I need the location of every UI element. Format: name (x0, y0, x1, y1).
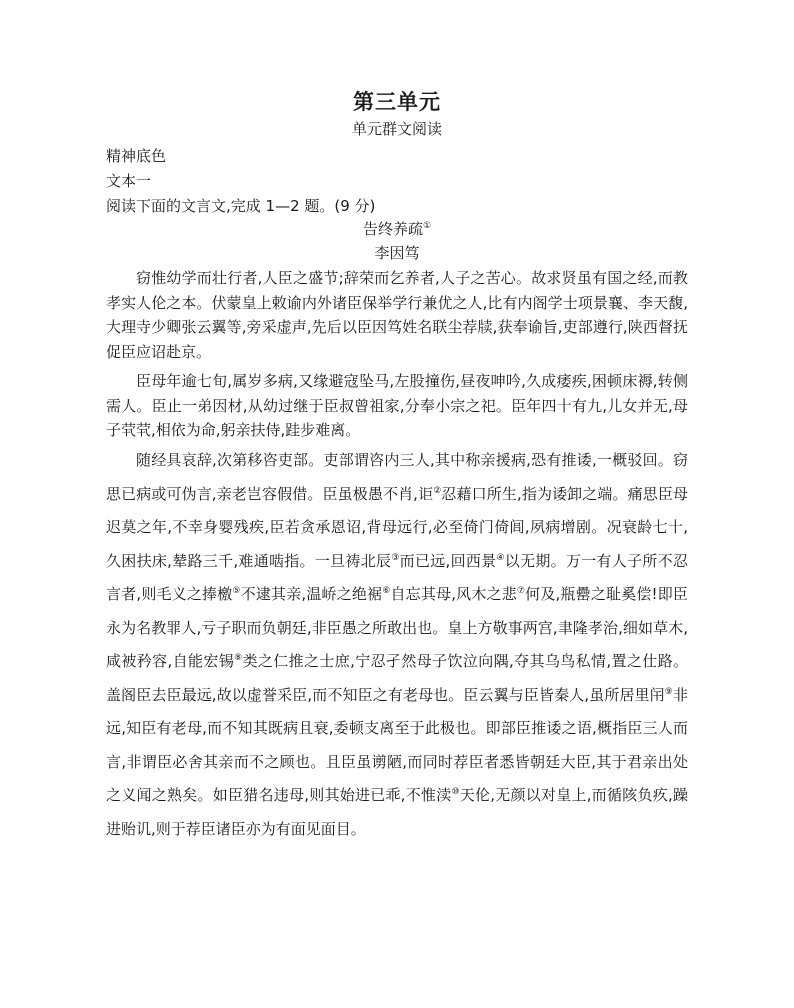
paragraph-3-text: 非远,知臣有老母,而不知其既病且衰,委顿支离至于此极也。即部臣推诿之语,概指臣三人而言,非谓臣必舍其亲而不之顾也。且臣虽谫陋,而同时荐臣者悉皆朝廷大臣,其于君亲出处之义闻之熟矣。如臣猎名违母,则其始进已乖,不惟渎 (106, 685, 688, 804)
footnote-marker: ④ (496, 552, 505, 563)
unit-title: 第三单元 (353, 90, 441, 114)
paragraph-3-text: 天伦,无颜以对皇上,而循陔负疚,躁进贻讥,则于荐臣诸臣亦为有面见面目。 (106, 786, 688, 838)
footnote-marker: ⑧ (234, 653, 243, 663)
footnote-marker: ⑨ (664, 686, 673, 697)
paragraph-3-text: 何及,瓶罍之耻奚偿!即臣永为名教罪人,亏子职而负朝廷,非臣愚之所敢出也。皇上方敬事两宫,聿隆孝治,细如草木,咸被矜容,自能宏锡 (106, 585, 688, 670)
section-label: 精神底色 (106, 147, 167, 165)
essay-title (0, 218, 794, 239)
paragraph-1: 窃惟幼学而壮行者,人臣之盛节;辞荣而乞养者,人子之苦心。故求贤虽有国之经,而教孝实人伦之本。伏蒙皇上敕谕内外诸臣保举学行兼优之人,比有内阁学士项景襄、李天馥,大理寺少卿张云翼等,旁采虚声,先后以臣因笃姓名联尘荐牍,获奉谕旨,吏部遵行,陕西督抚促臣应诏赴京。 (106, 269, 688, 361)
paragraph-3 (106, 444, 688, 846)
footnote-marker: ① (422, 221, 432, 231)
essay-title-text: 告终养疏 (362, 220, 423, 238)
footnote-marker: ③ (391, 552, 400, 563)
footnote-marker: ⑥ (382, 586, 391, 596)
paragraph-3-text: 而已远,回西景 (399, 551, 497, 570)
paragraph-3-text: 不逮其亲,温峤之绝裾 (240, 585, 383, 603)
paragraph-3-text: 类之仁推之士庶,宁忍孑然母子饮泣向隅,夺其乌鸟私情,置之仕路。盖阁臣去臣最远,故以虚誉采臣,而不知臣之有老母也。臣云翼与臣皆秦人,虽所居里闬 (106, 652, 688, 704)
paragraph-3-text: 自忘其母,风木之悲 (390, 585, 517, 603)
paragraph-3-text: 忍藉口所生,指为诿卸之端。痛思臣母迟莫之年,不幸身婴残疾,臣若贪承恩诏,背母远行,必至倚门倚闾,夙病增剧。况衰龄七十,久困扶床,辇路三千,难通啮指。一旦祷北辰 (106, 484, 688, 570)
paragraph-3-text: 随经具哀辞,次第移咨吏部。吏部谓咨内三人,其中称亲援病,恐有推诿,一概驳回。窃思已病或可伪言,亲老岂容假借。臣虽极愚不肖,讵 (106, 451, 688, 503)
essay-author: 李因笃 (374, 244, 420, 262)
footnote-marker: ⑩ (451, 787, 460, 797)
paragraph-3-text: 以无期。万一有人子所不忍言者,则毛义之捧檄 (106, 551, 688, 603)
footnote-marker: ⑦ (516, 586, 526, 596)
text-label: 文本一 (106, 172, 152, 190)
footnote-marker: ② (433, 485, 442, 496)
footnote-marker: ⑤ (232, 586, 241, 596)
unit-subtitle: 单元群文阅读 (351, 120, 442, 138)
instruction-text: 阅读下面的文言文,完成 1—2 题。(9 分) (106, 197, 376, 215)
paragraph-2: 臣母年逾七旬,属岁多病,又缘避寇坠马,左股撞伤,昼夜呻吟,久成痿疾,困顿床褥,转侧需人。臣止一弟因材,从幼过继于臣叔曾祖家,分奉小宗之祀。臣年四十有九,儿女并无,母子茕茕,相依为命,躬亲扶侍,跬步难离。 (106, 372, 688, 439)
